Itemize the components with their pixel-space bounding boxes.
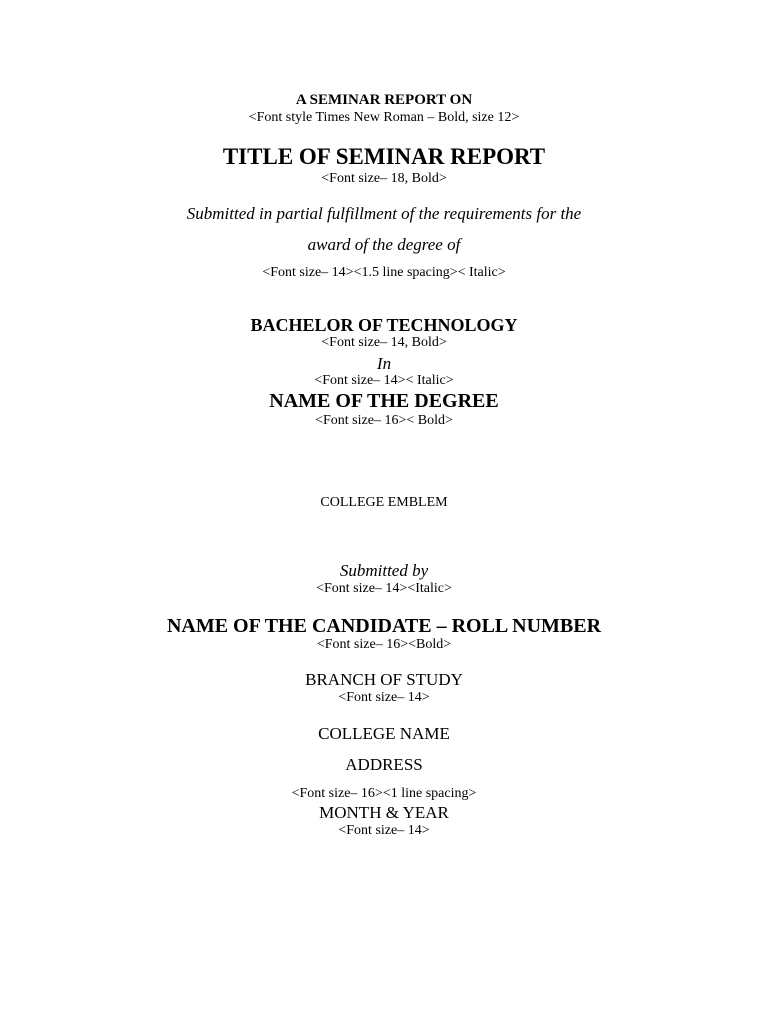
month-and-year: MONTH & YEAR — [319, 803, 449, 822]
degree-heading: BACHELOR OF TECHNOLOGY — [250, 315, 518, 335]
branch-font-note: <Font size– 14> — [338, 690, 430, 705]
submission-statement-font-note: <Font size– 14><1.5 line spacing>< Italic> — [262, 265, 506, 280]
candidate-name-roll-number: NAME OF THE CANDIDATE – ROLL NUMBER — [166, 615, 602, 637]
submission-statement-line-1: Submitted in partial fulfillment of the requirements for the — [186, 204, 582, 223]
college-address: ADDRESS — [345, 755, 423, 774]
degree-name: NAME OF THE DEGREE — [269, 390, 499, 412]
month-and-year-font-note: <Font size– 14> — [338, 823, 430, 838]
seminar-report-on-font-note: <Font style Times New Roman – Bold, size 12> — [248, 110, 520, 125]
college-font-note: <Font size– 16><1 line spacing> — [291, 786, 477, 801]
degree-in-font-note: <Font size– 14>< Italic> — [314, 373, 454, 388]
candidate-font-note: <Font size– 16><Bold> — [316, 637, 452, 652]
submitted-by-label: Submitted by — [339, 561, 429, 580]
degree-name-font-note: <Font size– 16>< Bold> — [315, 413, 453, 428]
degree-heading-font-note: <Font size– 14, Bold> — [321, 335, 447, 350]
report-title: TITLE OF SEMINAR REPORT — [222, 144, 546, 169]
college-emblem-placeholder: COLLEGE EMBLEM — [320, 495, 448, 510]
branch-of-study: BRANCH OF STUDY — [305, 670, 463, 689]
degree-in-label: In — [376, 354, 392, 373]
submitted-by-font-note: <Font size– 14><Italic> — [316, 581, 452, 596]
report-title-font-note: <Font size– 18, Bold> — [321, 171, 447, 186]
submission-statement-line-2: award of the degree of — [307, 235, 461, 254]
seminar-report-on-heading: A SEMINAR REPORT ON — [295, 92, 473, 108]
college-name: COLLEGE NAME — [318, 724, 450, 743]
